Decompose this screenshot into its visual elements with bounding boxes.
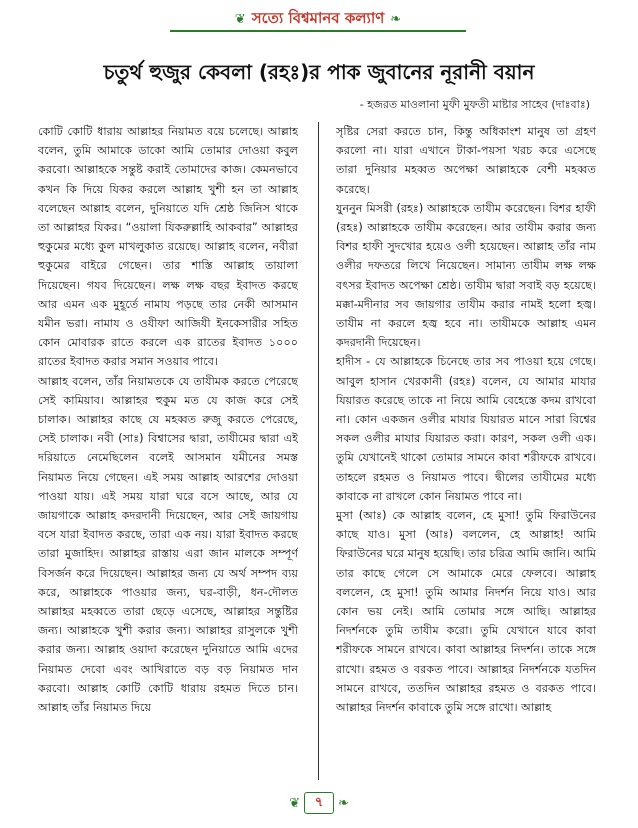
right-paragraph: হাদীস - যে আল্লাহকে চিনেছে তার সব পাওয়া হয়ে গেছে। আবুল হাসান খেরকানী (রহঃ) বলেন, যে আমার মাযার যিয়ারত করেছে তাকে না নিয়ে আমি বেহেস্তে কদম রাখবো না। কোন একজন ওলীর মাযার যিয়ারত মানে সারা বিশ্বের সকল ওলীর মাযার যিয়ারত করা। কারণ, সকল ওলী এক। তুমি যেখানেই থাকো তোমার সামনে কাবা শরীফকে রাখবে। তাহলে রহমত ও নিয়ামত পাবে। দ্বীলের তাযীমের মধ্যে কাবাকে না রাখলে কোন নিয়ামত পাবে না। <box>336 355 596 503</box>
article-title: চতুর্থ হুজুর কেবলা (রহঃ)র পাক জুবানের নূরানী বয়ান <box>103 60 535 84</box>
column-divider <box>318 122 319 780</box>
left-paragraph: কোটি কোটি ধারায় আল্লাহর নিয়ামত বয়ে চলেছে। আল্লাহ বলেন, তুমি আমাকে ডাকো আমি তোমার দোওয়া কবুল করবো। আল্লাহকে সন্তুষ্ট করাই তোমাদের কাজ। কেমনভাবে কখন কি দিয়ে যিকর করলে আল্লাহ খুশী হন তা আল্লাহ বলেছেন আল্লাহ বলেন, দুনিয়াতে যদি শ্রেষ্ঠ জিনিস থাকে তা আল্লাহর যিকর। “ওয়ালা যিকরুল্লাহি আকবার” আল্লাহর হুকুমের মধ্যে কুল মাখলুকাত রয়েছে। আল্লাহ বলেন, নবীরা হুকুমের বাইরে গেছেন। তার শাস্তি আল্লাহ তায়ালা দিয়েছেন। গযব দিয়েছেন। লক্ষ লক্ষ বছর ইবাদত করছে আর এমন এক মুহূর্তে নামায পড়ছে তার নেকী আসমান যমীন ভরা। নামায ও ওযীফা আজিযী ইনকেসারীর সহিত কোন মোবারক রাতে করলে এক রাতের ইবাদত ১০০০ রাতের ইবাদত করার সমান সওয়াব পাবে। <box>38 125 298 369</box>
header-text: সত্যে বিশ্বমানব কল্যাণ <box>251 8 385 27</box>
right-paragraph: যুননুন মিসরী (রহঃ) আল্লাহকে তাযীম করেছেন। বিশর হাফী (রহঃ) আল্লাহকে তাযীম করেছেন। আর তাযীম করার জন্য বিশর হাফী সুদখোর হয়েও ওলী হয়েছেন। আল্লাহ তাঁর নাম ওলীর দফতরে লিখে নিয়েছেন। সামান্য তাযীম লক্ষ লক্ষ বৎসর ইবাদত অপেক্ষা শ্রেষ্ঠ। তাযীম দ্বারা সবাই বড় হয়েছে। মক্কা-মদীনার সব জায়গার তাযীম করার নামই হলো হজ্ব। তাযীম না করলে হজ্ব হবে না। তাযীমকে আল্লাহ এমন কদরদানী দিয়েছেন। <box>336 201 596 350</box>
page-footer <box>255 790 383 816</box>
left-paragraph: আল্লাহ বলেন, তাঁর নিয়ামতকে যে তাযীমক করতে পেরেছে সেই কামিয়াব। আল্লাহর হুকুম মত যে কাজ করে সেই চালাক। আল্লাহর কাছে যে মহব্বত রুজু করতে পেরেছে, সেই চালাক। নবী (সাঃ) বিশ্বাসের দ্বারা, তাযীমের দ্বারা এই দরিয়াতে নেমেছিলেন বলেই আসমান যমীনের সমস্ত নিয়ামত নিয়ে গেছেন। এই সময় আল্লাহ আরশের দোওয়া পাওয়া যায়। এই সময় যারা ঘরে বসে আছে, আর যে জায়গাকে আল্লাহ কদরদানী দিয়েছেন, আর সেই জায়গায় বসে যারা ইবাদত করছে, তারা এক নয়। যারা ইবাদত করছে তারা মুজাহিদ। আল্লাহর রাস্তায় এরা জান মালকে সম্পূর্ণ বিসর্জন করে দিয়েছেন। আল্লাহর জন্য যে অর্থ সম্পদ ব্যয় করে, আল্লাহকে পাওয়ার জন্য, ঘর-বাড়ী, ধন-দৌলত আল্লাহর মহব্বতে তারা ছেড়ে এসেছে, আল্লাহর সন্তুষ্টির জন্য। আল্লাহকে খুশী করার জন্য। আল্লাহর রাসুলকে খুশী করার জন্য। আল্লাহ ওয়াদা করেছেন দুনিয়াতে আমি এদের নিয়ামত দেবো এবং আখিরাতে বড় বড় নিয়ামত দান করবো। আল্লাহ কোটি কোটি ধারায় রহমত দিতে চান। আল্লাহ তাঁর নিয়ামত দিয়ে <box>38 374 298 715</box>
article-author: - হজরত মাওলানা মুফী মুফতী মাষ্টার সাহেব (দাঃবাঃ) <box>359 98 590 111</box>
left-flourish-icon: ❦ <box>234 11 246 27</box>
right-paragraph: মুসা (আঃ) কে আল্লাহ বলেন, হে মুসা! তুমি ফিরাউনের কাছে যাও। মুসা (আঃ) বললেন, হে আল্লাহ! আমি ফিরাউনের ঘরে মানুষ হয়েছি। তার চরিত্র আমি জানি। আমি তার কাছে গেলে সে আমাকে মেরে ফেলবে। আল্লাহ বললেন, হে মুসা! তুমি আমার নিদর্শন নিয়ে যাও। আর কোন ভয় নেই। আমি তোমার সঙ্গে আছি। আল্লাহর নিদর্শনকে তুমি তাযীম করো। তুমি যেখানে যাবে কাবা শরীফকে সামনে রাখবে। কাবা আল্লাহর নিদর্শন। তাকে সঙ্গে রাখো। রহমত ও বরকত পাবে। আল্লাহর নিদর্শনকে যতদিন সামনে রাখবে, ততদিন আল্লাহর রহমত ও বরকত পাবে। আল্লাহর নিদর্শন কাবাকে তুমি সঙ্গে রাখো। আল্লাহ <box>336 509 596 715</box>
right-column <box>336 122 596 780</box>
footer-right-flourish-icon: ❧ <box>338 795 349 811</box>
page-number: ৭ <box>304 792 334 814</box>
footer-left-flourish-icon: ❦ <box>289 795 300 811</box>
header-rule <box>170 30 466 32</box>
right-paragraph: সৃষ্টির সেরা করতে চান, কিন্তু অধিকাংশ মানুষ তা গ্রহণ করলো না। যারা এখানে টাকা-পয়সা খরচ করে এসেছে তারা দুনিয়ার মহব্বত অপেক্ষা আল্লাহকে বেশী মহব্বত করেছে। <box>336 125 596 196</box>
page-header <box>170 8 466 30</box>
left-column <box>38 122 298 780</box>
right-flourish-icon: ❧ <box>390 11 402 27</box>
